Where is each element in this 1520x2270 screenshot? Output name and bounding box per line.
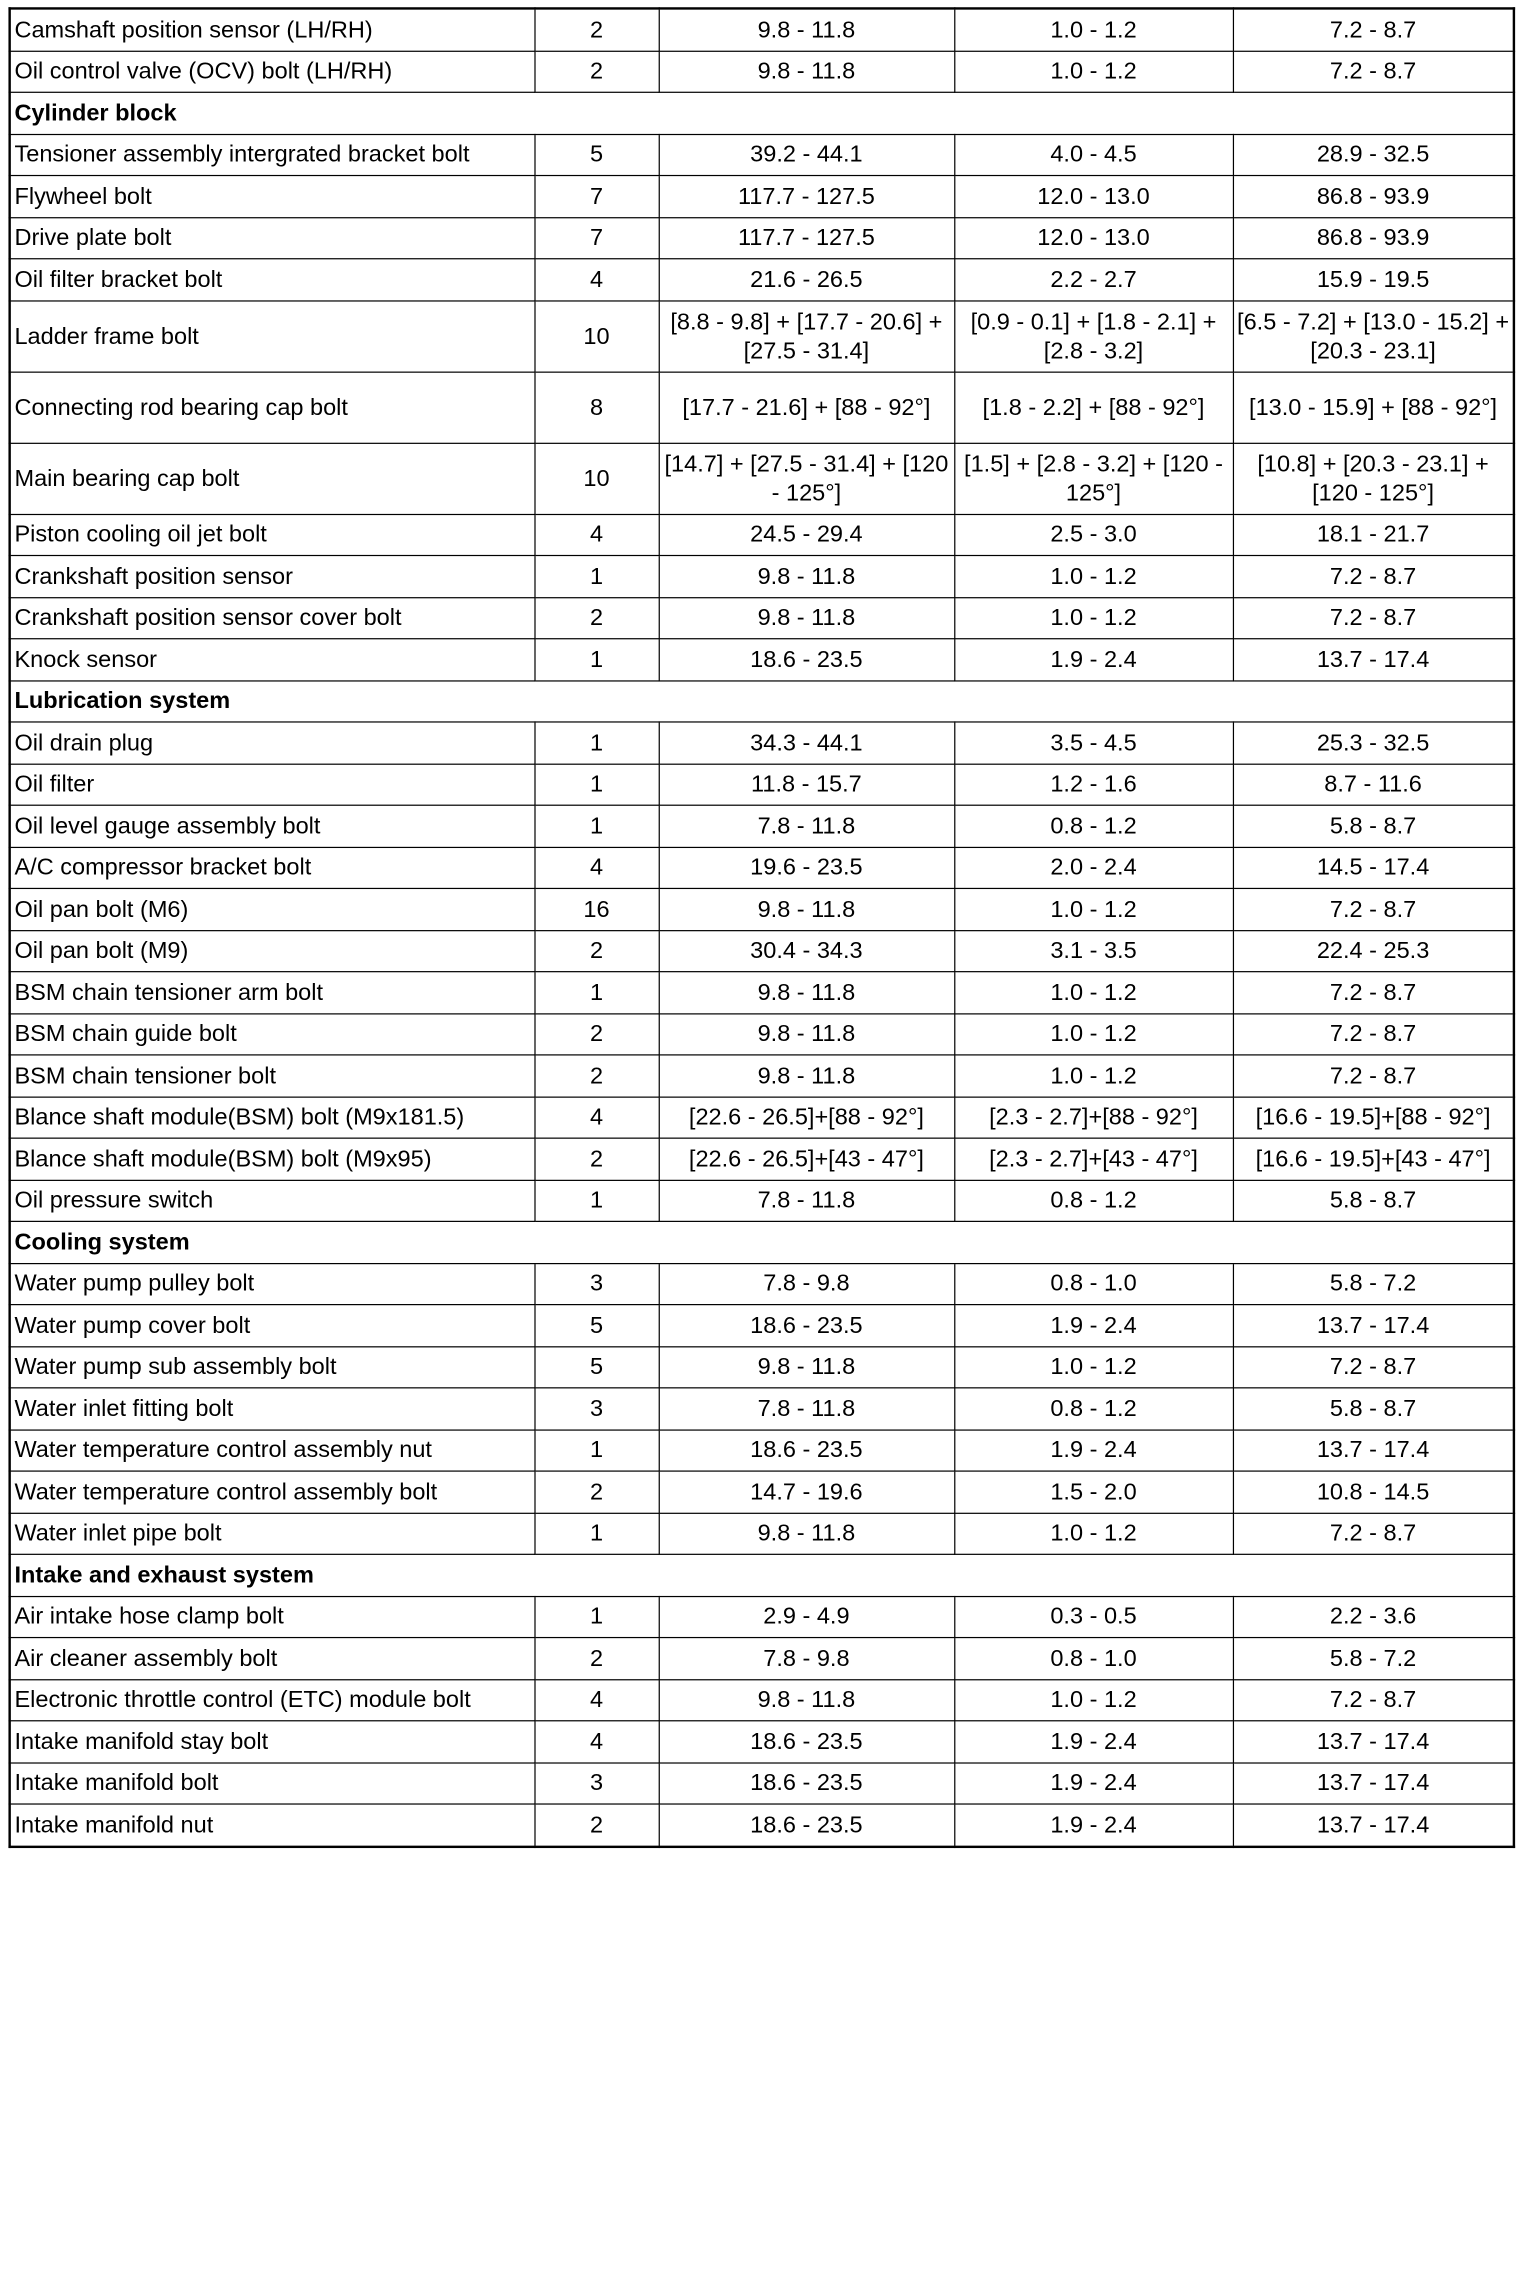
quantity-cell: 2 [534,1138,658,1180]
quantity-cell: 2 [534,930,658,972]
component-name-cell: Water temperature control assembly bolt [10,1471,535,1513]
torque-nm-cell: 9.8 - 11.8 [659,1013,955,1055]
torque-kgfm-cell: 1.0 - 1.2 [954,1513,1233,1555]
torque-nm-cell: 19.6 - 23.5 [659,847,955,889]
torque-kgfm-cell: 3.1 - 3.5 [954,930,1233,972]
table-row [10,1263,1514,1305]
torque-kgfm-cell: 0.8 - 1.0 [954,1638,1233,1680]
table-row [10,300,1514,371]
table-row [10,259,1514,301]
component-name-cell: Oil level gauge assembly bolt [10,805,535,847]
torque-kgfm-cell: 1.0 - 1.2 [954,1055,1233,1097]
torque-lbft-cell: 7.2 - 8.7 [1233,888,1514,930]
quantity-cell: 4 [534,1097,658,1139]
torque-nm-cell: 30.4 - 34.3 [659,930,955,972]
table-row [10,1180,1514,1222]
table-row [10,722,1514,764]
table-row [10,217,1514,259]
quantity-cell: 1 [534,805,658,847]
quantity-cell: 4 [534,1679,658,1721]
quantity-cell: 3 [534,1388,658,1430]
table-row [10,1388,1514,1430]
component-name-cell: Main bearing cap bolt [10,443,535,514]
torque-kgfm-cell: 1.2 - 1.6 [954,764,1233,806]
torque-lbft-cell: 25.3 - 32.5 [1233,722,1514,764]
torque-nm-cell: 9.8 - 11.8 [659,1346,955,1388]
table-row [10,1055,1514,1097]
component-name-cell: Crankshaft position sensor cover bolt [10,597,535,639]
component-name-cell: Oil filter [10,764,535,806]
torque-kgfm-cell: 1.5 - 2.0 [954,1471,1233,1513]
torque-lbft-cell: 13.7 - 17.4 [1233,1721,1514,1763]
quantity-cell: 7 [534,217,658,259]
table-row [10,1513,1514,1555]
quantity-cell: 2 [534,597,658,639]
torque-lbft-cell: [10.8] + [20.3 - 23.1] + [120 - 125°] [1233,443,1514,514]
torque-nm-cell: 18.6 - 23.5 [659,639,955,681]
torque-nm-cell: 14.7 - 19.6 [659,1471,955,1513]
torque-kgfm-cell: [2.3 - 2.7]+[43 - 47°] [954,1138,1233,1180]
tightening-torque-table [8,7,1515,1847]
component-name-cell: Electronic throttle control (ETC) module bolt [10,1679,535,1721]
table-row [10,1138,1514,1180]
torque-kgfm-cell: [0.9 - 0.1] + [1.8 - 2.1] + [2.8 - 3.2] [954,300,1233,371]
component-name-cell: Water inlet fitting bolt [10,1388,535,1430]
component-name-cell: BSM chain tensioner arm bolt [10,972,535,1014]
component-name-cell: Flywheel bolt [10,176,535,218]
torque-lbft-cell: 14.5 - 17.4 [1233,847,1514,889]
quantity-cell: 1 [534,1180,658,1222]
torque-lbft-cell: 5.8 - 7.2 [1233,1638,1514,1680]
section-title: Intake and exhaust system [10,1554,1514,1596]
table-row [10,1097,1514,1139]
table-row [10,372,1514,443]
component-name-cell: Camshaft position sensor (LH/RH) [10,8,535,50]
quantity-cell: 4 [534,259,658,301]
torque-kgfm-cell: 1.9 - 2.4 [954,1721,1233,1763]
quantity-cell: 1 [534,639,658,681]
torque-lbft-cell: 13.7 - 17.4 [1233,1429,1514,1471]
quantity-cell: 1 [534,1429,658,1471]
torque-lbft-cell: 8.7 - 11.6 [1233,764,1514,806]
torque-nm-cell: 9.8 - 11.8 [659,1055,955,1097]
component-name-cell: Blance shaft module(BSM) bolt (M9x95) [10,1138,535,1180]
torque-lbft-cell: 28.9 - 32.5 [1233,134,1514,176]
quantity-cell: 3 [534,1762,658,1804]
torque-nm-cell: 9.8 - 11.8 [659,1513,955,1555]
torque-kgfm-cell: 4.0 - 4.5 [954,134,1233,176]
torque-lbft-cell: 13.7 - 17.4 [1233,1804,1514,1846]
component-name-cell: Air cleaner assembly bolt [10,1638,535,1680]
quantity-cell: 1 [534,764,658,806]
table-row [10,1638,1514,1680]
table-row [10,1804,1514,1846]
section-header-row [10,92,1514,134]
torque-kgfm-cell: [2.3 - 2.7]+[88 - 92°] [954,1097,1233,1139]
torque-lbft-cell: 7.2 - 8.7 [1233,1679,1514,1721]
section-title: Lubrication system [10,680,1514,722]
torque-lbft-cell: 5.8 - 8.7 [1233,805,1514,847]
quantity-cell: 2 [534,1013,658,1055]
quantity-cell: 1 [534,556,658,598]
table-row [10,134,1514,176]
quantity-cell: 1 [534,722,658,764]
torque-kgfm-cell: 2.0 - 2.4 [954,847,1233,889]
torque-kgfm-cell: 1.0 - 1.2 [954,1013,1233,1055]
torque-kgfm-cell: 0.8 - 1.2 [954,1388,1233,1430]
torque-nm-cell: 18.6 - 23.5 [659,1429,955,1471]
quantity-cell: 2 [534,51,658,93]
component-name-cell: Oil pan bolt (M9) [10,930,535,972]
torque-kgfm-cell: [1.5] + [2.8 - 3.2] + [120 - 125°] [954,443,1233,514]
torque-lbft-cell: 10.8 - 14.5 [1233,1471,1514,1513]
torque-nm-cell: 18.6 - 23.5 [659,1721,955,1763]
torque-lbft-cell: 18.1 - 21.7 [1233,514,1514,556]
torque-lbft-cell: 7.2 - 8.7 [1233,1055,1514,1097]
torque-nm-cell: 7.8 - 11.8 [659,1180,955,1222]
quantity-cell: 8 [534,372,658,443]
table-row [10,1762,1514,1804]
torque-lbft-cell: 15.9 - 19.5 [1233,259,1514,301]
torque-kgfm-cell: 0.8 - 1.2 [954,805,1233,847]
component-name-cell: Water pump sub assembly bolt [10,1346,535,1388]
torque-nm-cell: 18.6 - 23.5 [659,1804,955,1846]
quantity-cell: 2 [534,1638,658,1680]
component-name-cell: Ladder frame bolt [10,300,535,371]
component-name-cell: BSM chain guide bolt [10,1013,535,1055]
torque-lbft-cell: 7.2 - 8.7 [1233,8,1514,50]
torque-lbft-cell: 13.7 - 17.4 [1233,1762,1514,1804]
table-row [10,1471,1514,1513]
torque-lbft-cell: 7.2 - 8.7 [1233,972,1514,1014]
component-name-cell: Water pump cover bolt [10,1305,535,1347]
torque-kgfm-cell: [1.8 - 2.2] + [88 - 92°] [954,372,1233,443]
component-name-cell: Water pump pulley bolt [10,1263,535,1305]
torque-kgfm-cell: 1.0 - 1.2 [954,556,1233,598]
torque-lbft-cell: 86.8 - 93.9 [1233,217,1514,259]
torque-nm-cell: 9.8 - 11.8 [659,972,955,1014]
component-name-cell: Water inlet pipe bolt [10,1513,535,1555]
torque-nm-cell: [8.8 - 9.8] + [17.7 - 20.6] + [27.5 - 31.4] [659,300,955,371]
torque-lbft-cell: [16.6 - 19.5]+[88 - 92°] [1233,1097,1514,1139]
table-row [10,1596,1514,1638]
quantity-cell: 10 [534,300,658,371]
component-name-cell: Oil control valve (OCV) bolt (LH/RH) [10,51,535,93]
torque-nm-cell: 9.8 - 11.8 [659,1679,955,1721]
table-row [10,805,1514,847]
quantity-cell: 2 [534,1804,658,1846]
table-row [10,1721,1514,1763]
torque-kgfm-cell: 1.9 - 2.4 [954,639,1233,681]
quantity-cell: 1 [534,1513,658,1555]
component-name-cell: Drive plate bolt [10,217,535,259]
quantity-cell: 2 [534,1055,658,1097]
torque-nm-cell: 7.8 - 9.8 [659,1263,955,1305]
torque-lbft-cell: 7.2 - 8.7 [1233,597,1514,639]
torque-kgfm-cell: 1.9 - 2.4 [954,1305,1233,1347]
torque-lbft-cell: [16.6 - 19.5]+[43 - 47°] [1233,1138,1514,1180]
torque-kgfm-cell: 0.3 - 0.5 [954,1596,1233,1638]
table-row [10,1429,1514,1471]
torque-lbft-cell: 13.7 - 17.4 [1233,1305,1514,1347]
quantity-cell: 4 [534,514,658,556]
torque-nm-cell: [22.6 - 26.5]+[43 - 47°] [659,1138,955,1180]
table-row [10,1013,1514,1055]
component-name-cell: Tensioner assembly intergrated bracket bolt [10,134,535,176]
component-name-cell: Oil pan bolt (M6) [10,888,535,930]
component-name-cell: Knock sensor [10,639,535,681]
section-header-row [10,1554,1514,1596]
torque-nm-cell: 24.5 - 29.4 [659,514,955,556]
table-row [10,1346,1514,1388]
table-row [10,847,1514,889]
table-row [10,639,1514,681]
torque-nm-cell: 18.6 - 23.5 [659,1762,955,1804]
torque-lbft-cell: 5.8 - 8.7 [1233,1388,1514,1430]
torque-nm-cell: 9.8 - 11.8 [659,8,955,50]
quantity-cell: 1 [534,1596,658,1638]
section-header-row [10,1221,1514,1263]
torque-nm-cell: 21.6 - 26.5 [659,259,955,301]
component-name-cell: Blance shaft module(BSM) bolt (M9x181.5) [10,1097,535,1139]
torque-lbft-cell: [13.0 - 15.9] + [88 - 92°] [1233,372,1514,443]
torque-nm-cell: 9.8 - 11.8 [659,51,955,93]
table-row [10,1305,1514,1347]
quantity-cell: 7 [534,176,658,218]
quantity-cell: 1 [534,972,658,1014]
torque-nm-cell: 9.8 - 11.8 [659,556,955,598]
torque-lbft-cell: 22.4 - 25.3 [1233,930,1514,972]
table-row [10,930,1514,972]
torque-kgfm-cell: 2.5 - 3.0 [954,514,1233,556]
component-name-cell: Intake manifold stay bolt [10,1721,535,1763]
torque-kgfm-cell: 12.0 - 13.0 [954,176,1233,218]
quantity-cell: 3 [534,1263,658,1305]
torque-nm-cell: 18.6 - 23.5 [659,1305,955,1347]
quantity-cell: 10 [534,443,658,514]
quantity-cell: 4 [534,847,658,889]
torque-nm-cell: [22.6 - 26.5]+[88 - 92°] [659,1097,955,1139]
torque-lbft-cell: [6.5 - 7.2] + [13.0 - 15.2] + [20.3 - 23.1] [1233,300,1514,371]
torque-lbft-cell: 13.7 - 17.4 [1233,639,1514,681]
torque-kgfm-cell: 1.9 - 2.4 [954,1429,1233,1471]
component-name-cell: Piston cooling oil jet bolt [10,514,535,556]
torque-kgfm-cell: 1.0 - 1.2 [954,1679,1233,1721]
torque-nm-cell: 117.7 - 127.5 [659,176,955,218]
torque-nm-cell: 7.8 - 11.8 [659,1388,955,1430]
component-name-cell: A/C compressor bracket bolt [10,847,535,889]
table-row [10,443,1514,514]
torque-kgfm-cell: 1.9 - 2.4 [954,1804,1233,1846]
torque-lbft-cell: 5.8 - 8.7 [1233,1180,1514,1222]
torque-lbft-cell: 7.2 - 8.7 [1233,1013,1514,1055]
component-name-cell: Connecting rod bearing cap bolt [10,372,535,443]
table-row [10,8,1514,50]
torque-kgfm-cell: 1.9 - 2.4 [954,1762,1233,1804]
torque-lbft-cell: 7.2 - 8.7 [1233,1513,1514,1555]
torque-nm-cell: 34.3 - 44.1 [659,722,955,764]
torque-lbft-cell: 7.2 - 8.7 [1233,556,1514,598]
table-row [10,972,1514,1014]
torque-kgfm-cell: 1.0 - 1.2 [954,51,1233,93]
torque-kgfm-cell: 0.8 - 1.0 [954,1263,1233,1305]
torque-nm-cell: [17.7 - 21.6] + [88 - 92°] [659,372,955,443]
torque-nm-cell: 39.2 - 44.1 [659,134,955,176]
table-row [10,1679,1514,1721]
torque-nm-cell: 7.8 - 9.8 [659,1638,955,1680]
table-row [10,764,1514,806]
component-name-cell: Oil pressure switch [10,1180,535,1222]
component-name-cell: Intake manifold bolt [10,1762,535,1804]
torque-nm-cell: 117.7 - 127.5 [659,217,955,259]
torque-kgfm-cell: 1.0 - 1.2 [954,888,1233,930]
table-row [10,514,1514,556]
table-row [10,888,1514,930]
section-header-row [10,680,1514,722]
quantity-cell: 2 [534,1471,658,1513]
torque-nm-cell: 11.8 - 15.7 [659,764,955,806]
component-name-cell: Oil filter bracket bolt [10,259,535,301]
quantity-cell: 5 [534,134,658,176]
component-name-cell: Intake manifold nut [10,1804,535,1846]
torque-kgfm-cell: 12.0 - 13.0 [954,217,1233,259]
table-row [10,51,1514,93]
quantity-cell: 5 [534,1346,658,1388]
quantity-cell: 5 [534,1305,658,1347]
torque-lbft-cell: 7.2 - 8.7 [1233,51,1514,93]
torque-nm-cell: [14.7] + [27.5 - 31.4] + [120 - 125°] [659,443,955,514]
table-row [10,556,1514,598]
torque-lbft-cell: 86.8 - 93.9 [1233,176,1514,218]
table-row [10,597,1514,639]
torque-kgfm-cell: 1.0 - 1.2 [954,972,1233,1014]
quantity-cell: 4 [534,1721,658,1763]
torque-lbft-cell: 2.2 - 3.6 [1233,1596,1514,1638]
component-name-cell: BSM chain tensioner bolt [10,1055,535,1097]
component-name-cell: Oil drain plug [10,722,535,764]
torque-kgfm-cell: 0.8 - 1.2 [954,1180,1233,1222]
torque-nm-cell: 2.9 - 4.9 [659,1596,955,1638]
quantity-cell: 16 [534,888,658,930]
table-body [10,8,1514,1846]
torque-kgfm-cell: 1.0 - 1.2 [954,8,1233,50]
section-title: Cylinder block [10,92,1514,134]
torque-kgfm-cell: 1.0 - 1.2 [954,597,1233,639]
torque-nm-cell: 9.8 - 11.8 [659,888,955,930]
table-row [10,176,1514,218]
torque-kgfm-cell: 1.0 - 1.2 [954,1346,1233,1388]
component-name-cell: Crankshaft position sensor [10,556,535,598]
section-title: Cooling system [10,1221,1514,1263]
torque-nm-cell: 9.8 - 11.8 [659,597,955,639]
torque-lbft-cell: 5.8 - 7.2 [1233,1263,1514,1305]
component-name-cell: Water temperature control assembly nut [10,1429,535,1471]
torque-kgfm-cell: 3.5 - 4.5 [954,722,1233,764]
torque-lbft-cell: 7.2 - 8.7 [1233,1346,1514,1388]
torque-nm-cell: 7.8 - 11.8 [659,805,955,847]
component-name-cell: Air intake hose clamp bolt [10,1596,535,1638]
quantity-cell: 2 [534,8,658,50]
torque-kgfm-cell: 2.2 - 2.7 [954,259,1233,301]
